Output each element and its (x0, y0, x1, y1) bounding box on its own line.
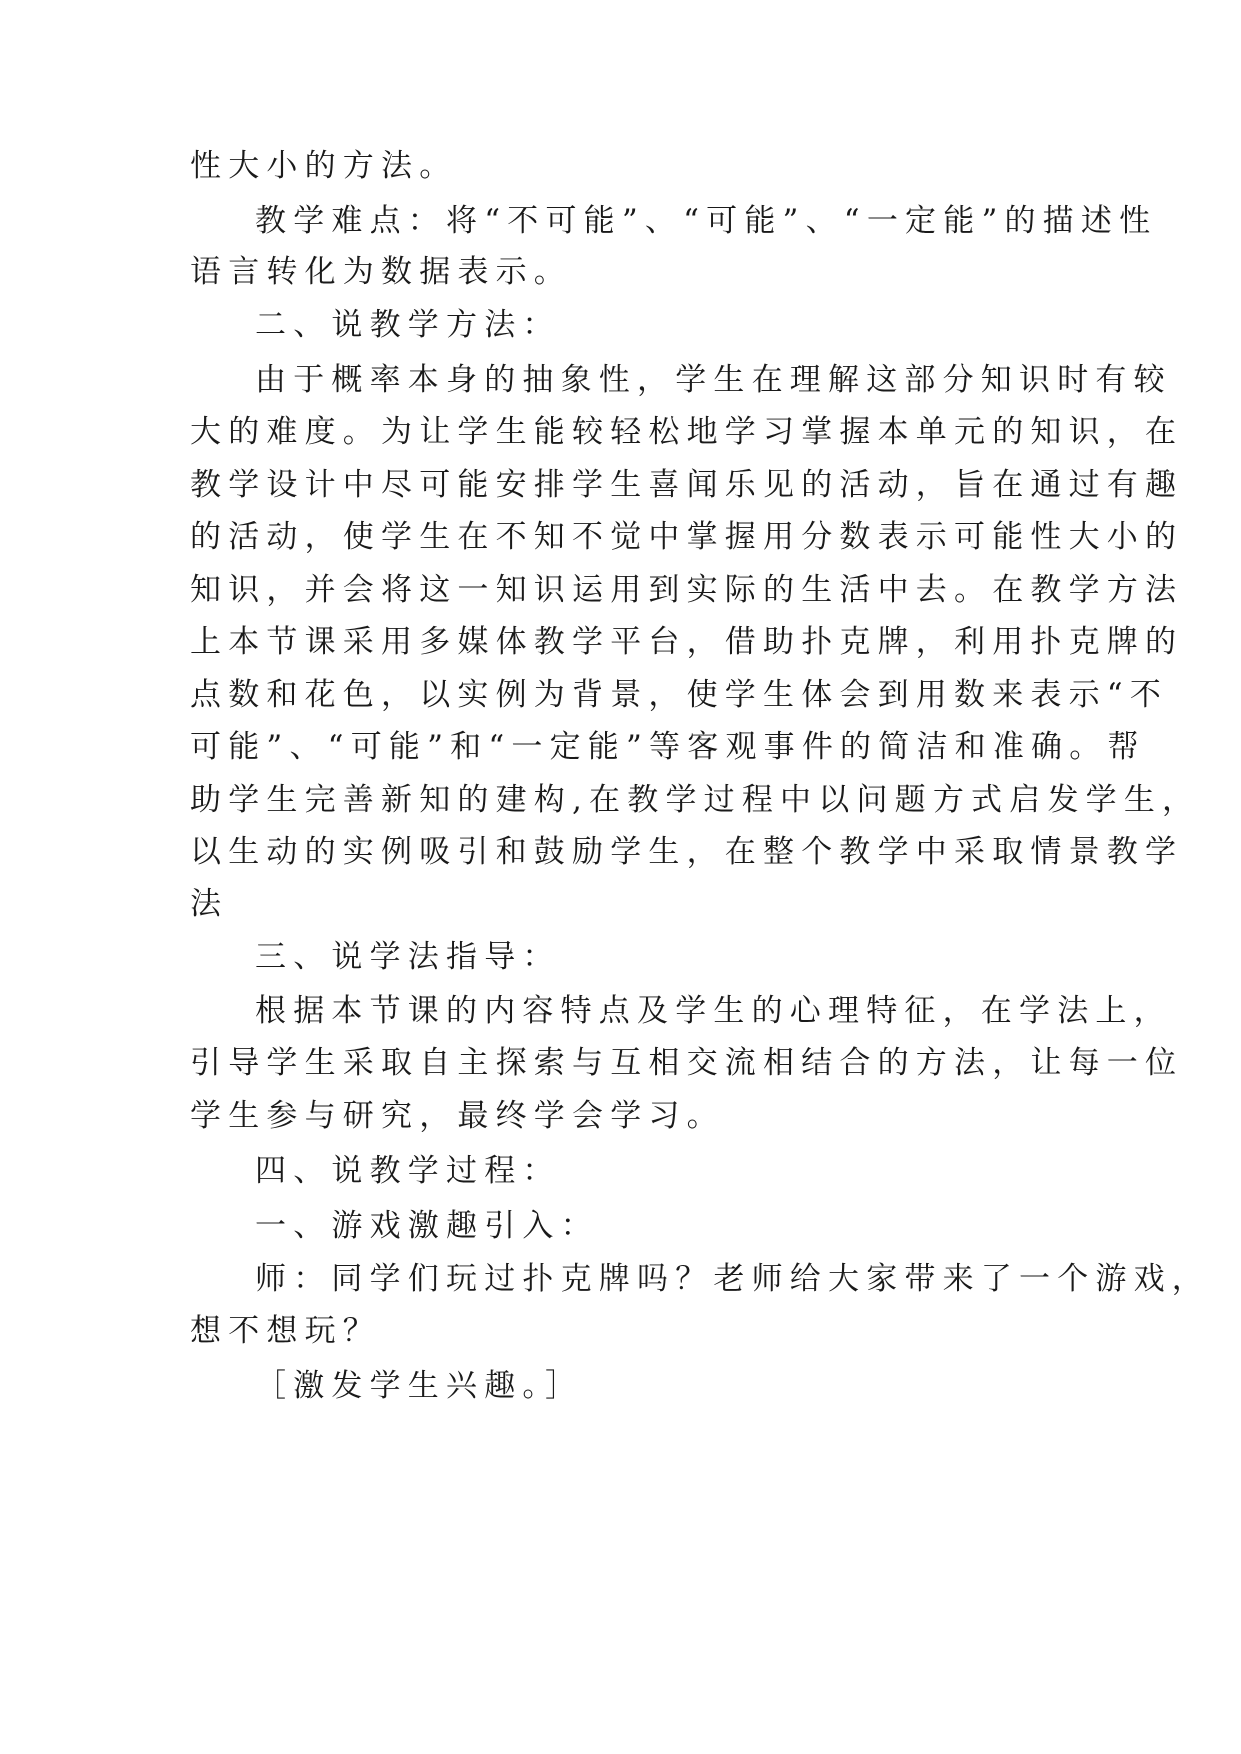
text-line: 可能”、“可能”和“一定能”等客观事件的简洁和准确。帮 (190, 729, 1146, 765)
text-line: 以生动的实例吸引和鼓励学生，在整个教学中采取情景教学 (190, 834, 1184, 870)
section-heading: 四、说教学过程： (255, 1153, 561, 1189)
text-line: 语言转化为数据表示。 (190, 254, 572, 290)
text-line: 想不想玩？ (190, 1313, 381, 1349)
text-line: 教学设计中尽可能安排学生喜闻乐见的活动，旨在通过有趣 (190, 467, 1184, 503)
text-line: 师：同学们玩过扑克牌吗？老师给大家带来了一个游戏， (255, 1261, 1210, 1297)
text-line: 法 (190, 886, 229, 922)
section-heading: 三、说学法指导： (255, 939, 561, 975)
text-line: 上本节课采用多媒体教学平台，借助扑克牌，利用扑克牌的 (190, 624, 1184, 660)
text-line: 知识，并会将这一知识运用到实际的生活中去。在教学方法 (190, 572, 1184, 608)
text-line: ［激发学生兴趣。］ (255, 1368, 584, 1404)
text-line: 大的难度。为让学生能较轻松地学习掌握本单元的知识，在 (190, 414, 1184, 450)
text-line: 点数和花色，以实例为背景，使学生体会到用数来表示“不 (190, 677, 1169, 713)
text-line: 的活动，使学生在不知不觉中掌握用分数表示可能性大小的 (190, 519, 1184, 555)
section-heading: 一、游戏激趣引入： (255, 1208, 599, 1244)
text-line: 性大小的方法。 (190, 148, 458, 184)
text-line: 引导学生采取自主探索与互相交流相结合的方法，让每一位 (190, 1045, 1184, 1081)
text-line: 学生参与研究，最终学会学习。 (190, 1098, 725, 1134)
text-line: 教学难点：将“不可能”、“可能”、“一定能”的描述性 (255, 203, 1158, 239)
section-heading: 二、说教学方法： (255, 307, 561, 343)
text-line: 由于概率本身的抽象性，学生在理解这部分知识时有较 (255, 362, 1172, 398)
text-line: 根据本节课的内容特点及学生的心理特征，在学法上， (255, 993, 1172, 1029)
text-line: 助学生完善新知的建构,在教学过程中以问题方式启发学生， (190, 782, 1201, 818)
